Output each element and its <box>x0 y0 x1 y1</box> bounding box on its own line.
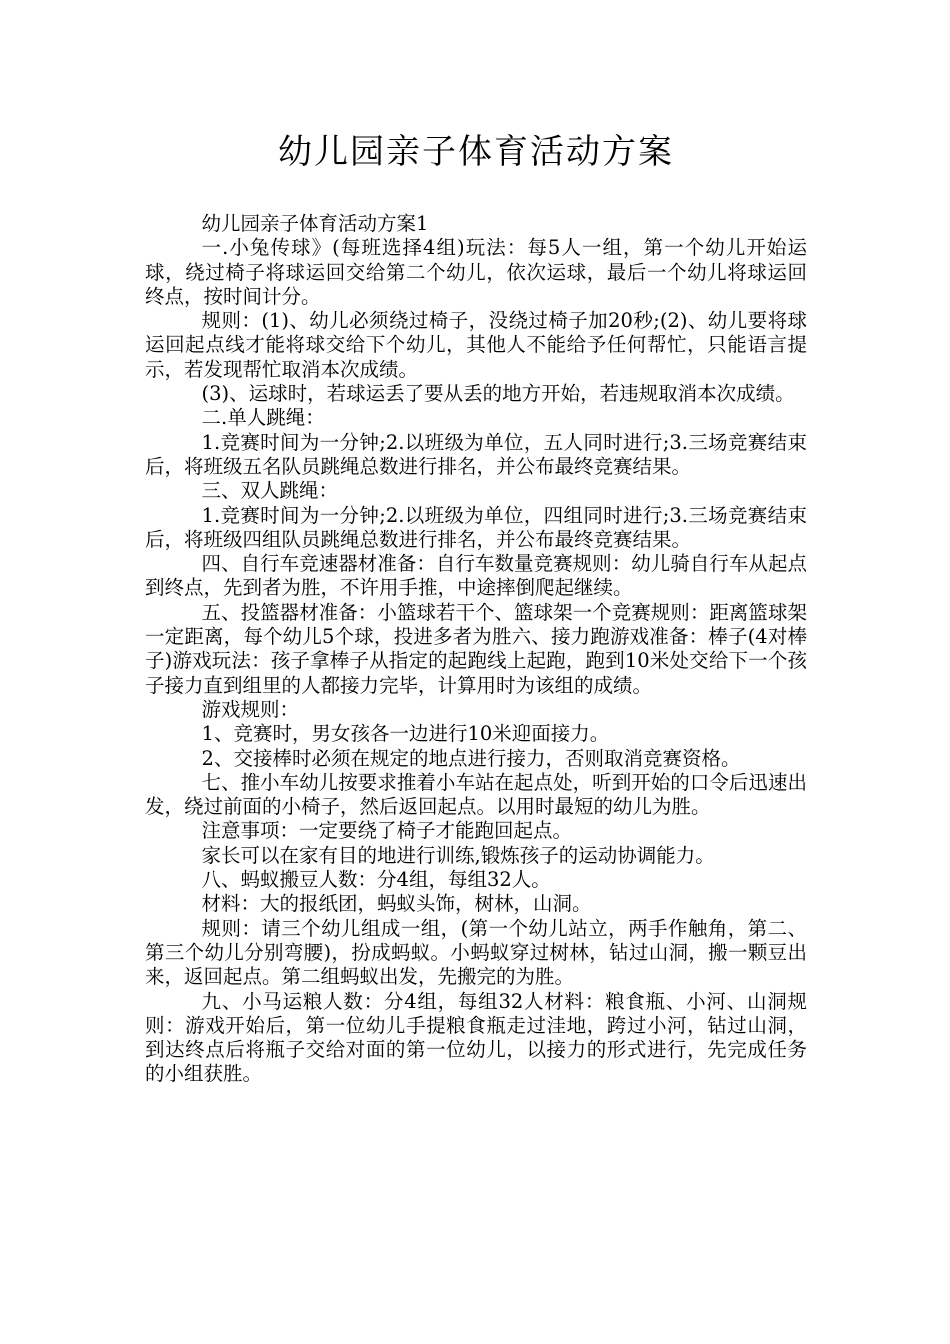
paragraph-ants-materials: 材料：大的报纸团，蚂蚁头饰，树林，山洞。 <box>201 892 592 916</box>
section-heading-single-rope: 二.单人跳绳： <box>201 406 325 430</box>
paragraph-notes: 注意事项：一定要绕了椅子才能跑回起点。 <box>201 819 573 843</box>
paragraph-game-rule-1: 1、竞赛时，男女孩各一边进行10米迎面接力。 <box>201 722 610 746</box>
paragraph-pony-grain: 九、小马运粮人数：分4组，每组32人材料：粮食瓶、小河、山洞规则：游戏开始后，第一位幼儿手提粮食瓶走过洼地，跨过小河，钻过山洞，到达终点后将瓶子交给对面的第一位幼儿，以接力的形式进行，先完成任务的小组获胜。 <box>145 989 807 1086</box>
document-body <box>145 212 807 1087</box>
paragraph-rabbit-ball-rules: 规则：(1)、幼儿必须绕过椅子，没绕过椅子加20秒;(2)、幼儿要将球运回起点线才能将球交给下个幼儿，其他人不能给予任何帮忙，只能语言提示，若发现帮忙取消本次成绩。 <box>145 309 807 381</box>
paragraph-double-rope-rules: 1.竞赛时间为一分钟;2.以班级为单位，四组同时进行;3.三场竞赛结束后，将班级四组队员跳绳总数进行排名，并公布最终竞赛结果。 <box>145 503 807 551</box>
paragraph-heading-plan-1: 幼儿园亲子体育活动方案1 <box>201 212 429 235</box>
paragraph-single-rope-rules: 1.竞赛时间为一分钟;2.以班级为单位，五人同时进行;3.三场竞赛结束后，将班级五名队员跳绳总数进行排名，并公布最终竞赛结果。 <box>145 430 807 478</box>
paragraph-bicycle-race: 四、自行车竞速器材准备：自行车数量竞赛规则：幼儿骑自行车从起点到终点，先到者为胜，不许用手推，中途摔倒爬起继续。 <box>145 552 807 600</box>
paragraph-game-rule-2: 2、交接棒时必须在规定的地点进行接力，否则取消竞赛资格。 <box>201 746 741 770</box>
section-heading-double-rope: 三、双人跳绳： <box>201 479 339 503</box>
paragraph-rabbit-ball-rule-3: (3)、运球时，若球运丢了要从丢的地方开始，若违规取消本次成绩。 <box>201 382 795 406</box>
paragraph-rabbit-ball-game: 一.小兔传球》(每班选择4组)玩法：每5人一组，第一个幼儿开始运球，绕过椅子将球运回交给第二个幼儿，依次运球，最后一个幼儿将球运回终点，按时间计分。 <box>145 236 807 308</box>
paragraph-ants-rules: 规则：请三个幼儿组成一组，(第一个幼儿站立，两手作触角，第二、第三个幼儿分别弯腰)，扮成蚂蚁。小蚂蚁穿过树林，钻过山洞，搬一颗豆出来，返回起点。第二组蚂蚁出发，先搬完的为胜。 <box>145 916 807 989</box>
section-heading-game-rules: 游戏规则： <box>201 697 300 721</box>
document-page <box>145 128 807 1087</box>
paragraph-ants-moving-beans: 八、蚂蚁搬豆人数：分4组，每组32人。 <box>201 868 551 892</box>
paragraph-push-cart: 七、推小车幼儿按要求推着小车站在起点处，听到开始的口令后迅速出发，绕过前面的小椅子，然后返回起点。以用时最短的幼儿为胜。 <box>145 770 807 819</box>
paragraph-home-training: 家长可以在家有目的地进行训练,锻炼孩子的运动协调能力。 <box>201 843 715 867</box>
paragraph-basketball-relay: 五、投篮器材准备：小篮球若干个、篮球架一个竞赛规则：距离篮球架一定距离，每个幼儿5个球，投进多者为胜六、接力跑游戏准备：棒子(4对棒子)游戏玩法：孩子拿棒子从指定的起跑线上起跑，跑到10米处交给下一个孩子接力直到组里的人都接力完毕，计算用时为该组的成绩。 <box>145 600 807 697</box>
page-title: 幼儿园亲子体育活动方案 <box>278 132 674 172</box>
